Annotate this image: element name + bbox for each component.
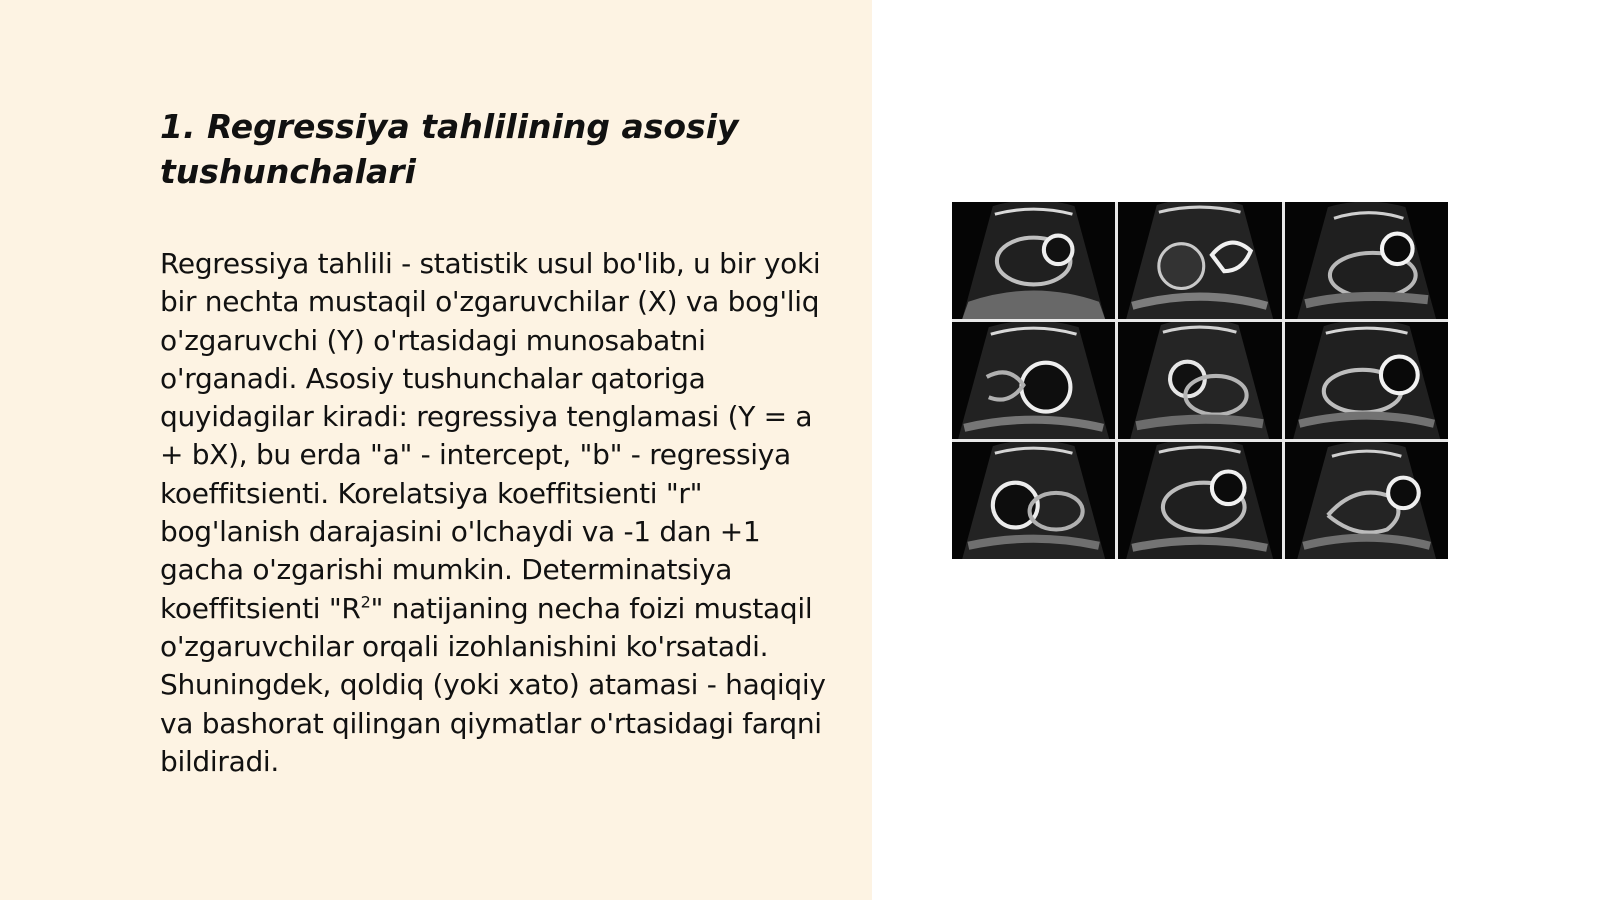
body-text-part-1: Regressiya tahlili - statistik usul bo'lib, u bir yoki bir nechta mustaqil o'zgaruvchilar (X) va bog'liq o'zgaruvchi (Y) o'rtasidagi munosabatni o'rganadi. Asosiy tushunchalar qatoriga quyidagilar kiradi: regressiya tenglamasi (Y = a + bX), bu erda "a" - intercept, "b" - regressiya koeffitsienti. Korelatsiya koeffitsienti "r" bog'lanish darajasini o'lchaydi va -1 dan +1 gacha o'zgarishi mumkin. Determinatsiya koeffitsienti "R <box>160 247 821 625</box>
ultrasound-scan-graphic <box>1118 442 1281 559</box>
ultrasound-image <box>952 322 1115 439</box>
ultrasound-image <box>952 202 1115 319</box>
ultrasound-image <box>1118 442 1281 559</box>
body-superscript: 2 <box>360 592 371 612</box>
ultrasound-scan-graphic <box>1285 202 1448 319</box>
ultrasound-scan-graphic <box>952 202 1115 319</box>
ultrasound-image <box>1285 442 1448 559</box>
ultrasound-image <box>952 442 1115 559</box>
ultrasound-scan-graphic <box>1118 322 1281 439</box>
ultrasound-scan-graphic <box>952 322 1115 439</box>
ultrasound-scan-graphic <box>952 442 1115 559</box>
ultrasound-image <box>1118 322 1281 439</box>
ultrasound-image <box>1285 322 1448 439</box>
ultrasound-image-grid <box>952 202 1448 559</box>
body-text-part-2: " natijaning necha foizi mustaqil o'zgaruvchilar orqali izohlanishini ko'rsatadi. Shuningdek, qoldiq (yoki xato) atamasi - haqiqiy va bashorat qilingan qiymatlar o'rtasidagi farqni bildiradi. <box>160 591 826 778</box>
ultrasound-image <box>1118 202 1281 319</box>
ultrasound-scan-graphic <box>1285 322 1448 439</box>
ultrasound-image <box>1285 202 1448 319</box>
slide-body-text <box>160 245 840 781</box>
ultrasound-scan-graphic <box>1285 442 1448 559</box>
slide-title: 1. Regressiya tahlilining asosiy tushunchalari <box>160 107 739 191</box>
ultrasound-scan-graphic <box>1118 202 1281 319</box>
